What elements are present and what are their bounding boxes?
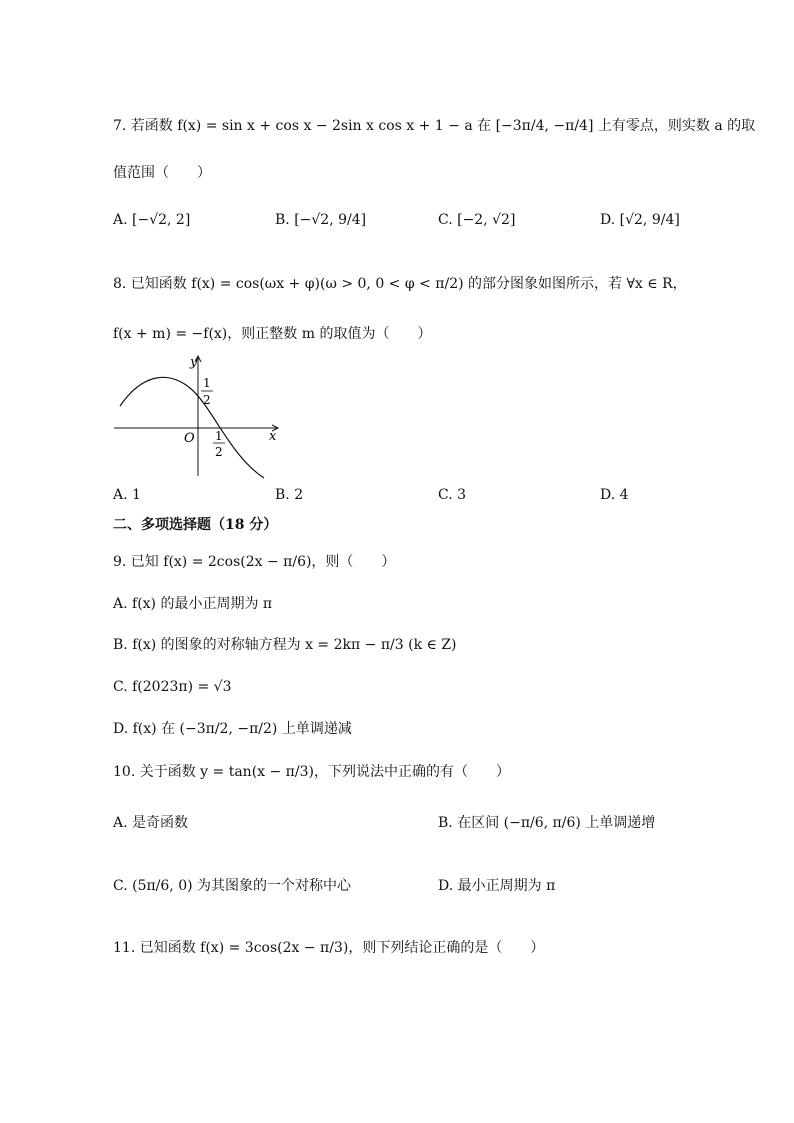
q10-stem: 10. 关于函数 y = tan(x − π/3)，下列说法中正确的有（ ） (113, 764, 510, 780)
q8-option-d: D. 4 (600, 487, 629, 503)
section-title: 二、多项选择题（18 分） (113, 517, 278, 533)
origin-label: O (184, 431, 195, 446)
q7-stem-continued: 值范围（ ） (113, 165, 211, 181)
x-tick-numerator: 1 (215, 429, 223, 443)
q7-option-b: B. [−√2, 9/4] (275, 212, 367, 228)
q9-option-a: A. f(x) 的最小正周期为 π (113, 596, 273, 612)
q8-option-a: A. 1 (113, 487, 141, 503)
y-tick-denominator: 2 (203, 393, 211, 407)
q10-option-a: A. 是奇函数 (113, 815, 189, 831)
q9-option-d: D. f(x) 在 (−3π/2, −π/2) 上单调递减 (113, 721, 352, 737)
q10-option-b: B. 在区间 (−π/6, π/6) 上单调递增 (438, 815, 656, 831)
q11-stem: 11. 已知函数 f(x) = 3cos(2x − π/3)，则下列结论正确的是（ ） (113, 940, 545, 956)
q7-stem: 7. 若函数 f(x) = sin x + cos x − 2sin x cos x + 1 − a 在 [−3π/4, −π/4] 上有零点，则实数 a 的取 (113, 118, 756, 134)
y-tick-numerator: 1 (203, 376, 211, 390)
q8-option-b: B. 2 (275, 487, 304, 503)
q8-stem-continued: f(x + m) = −f(x)，则正整数 m 的取值为（ ） (113, 326, 432, 342)
q10-option-c: C. (5π/6, 0) 为其图象的一个对称中心 (113, 878, 352, 894)
q7-option-c: C. [−2, √2] (438, 212, 516, 228)
q7-option-d: D. [√2, 9/4] (600, 212, 680, 228)
q9-stem: 9. 已知 f(x) = 2cos(2x − π/6)，则（ ） (113, 554, 396, 570)
q8-option-c: C. 3 (438, 487, 467, 503)
q8-stem: 8. 已知函数 f(x) = cos(ωx + φ)(ω > 0, 0 < φ < π/2) 的部分图象如图所示，若 ∀x ∈ R， (113, 276, 687, 292)
q9-option-b: B. f(x) 的图象的对称轴方程为 x = 2kπ − π/3 (k ∈ Z) (113, 637, 457, 653)
q9-option-c: C. f(2023π) = √3 (113, 679, 232, 695)
x-tick-denominator: 2 (215, 445, 223, 459)
q8-cosine-graph (112, 352, 284, 480)
y-axis-label: y (190, 355, 198, 370)
q7-option-a: A. [−√2, 2] (113, 212, 191, 228)
x-axis-label: x (269, 429, 277, 444)
q10-option-d: D. 最小正周期为 π (438, 878, 556, 894)
